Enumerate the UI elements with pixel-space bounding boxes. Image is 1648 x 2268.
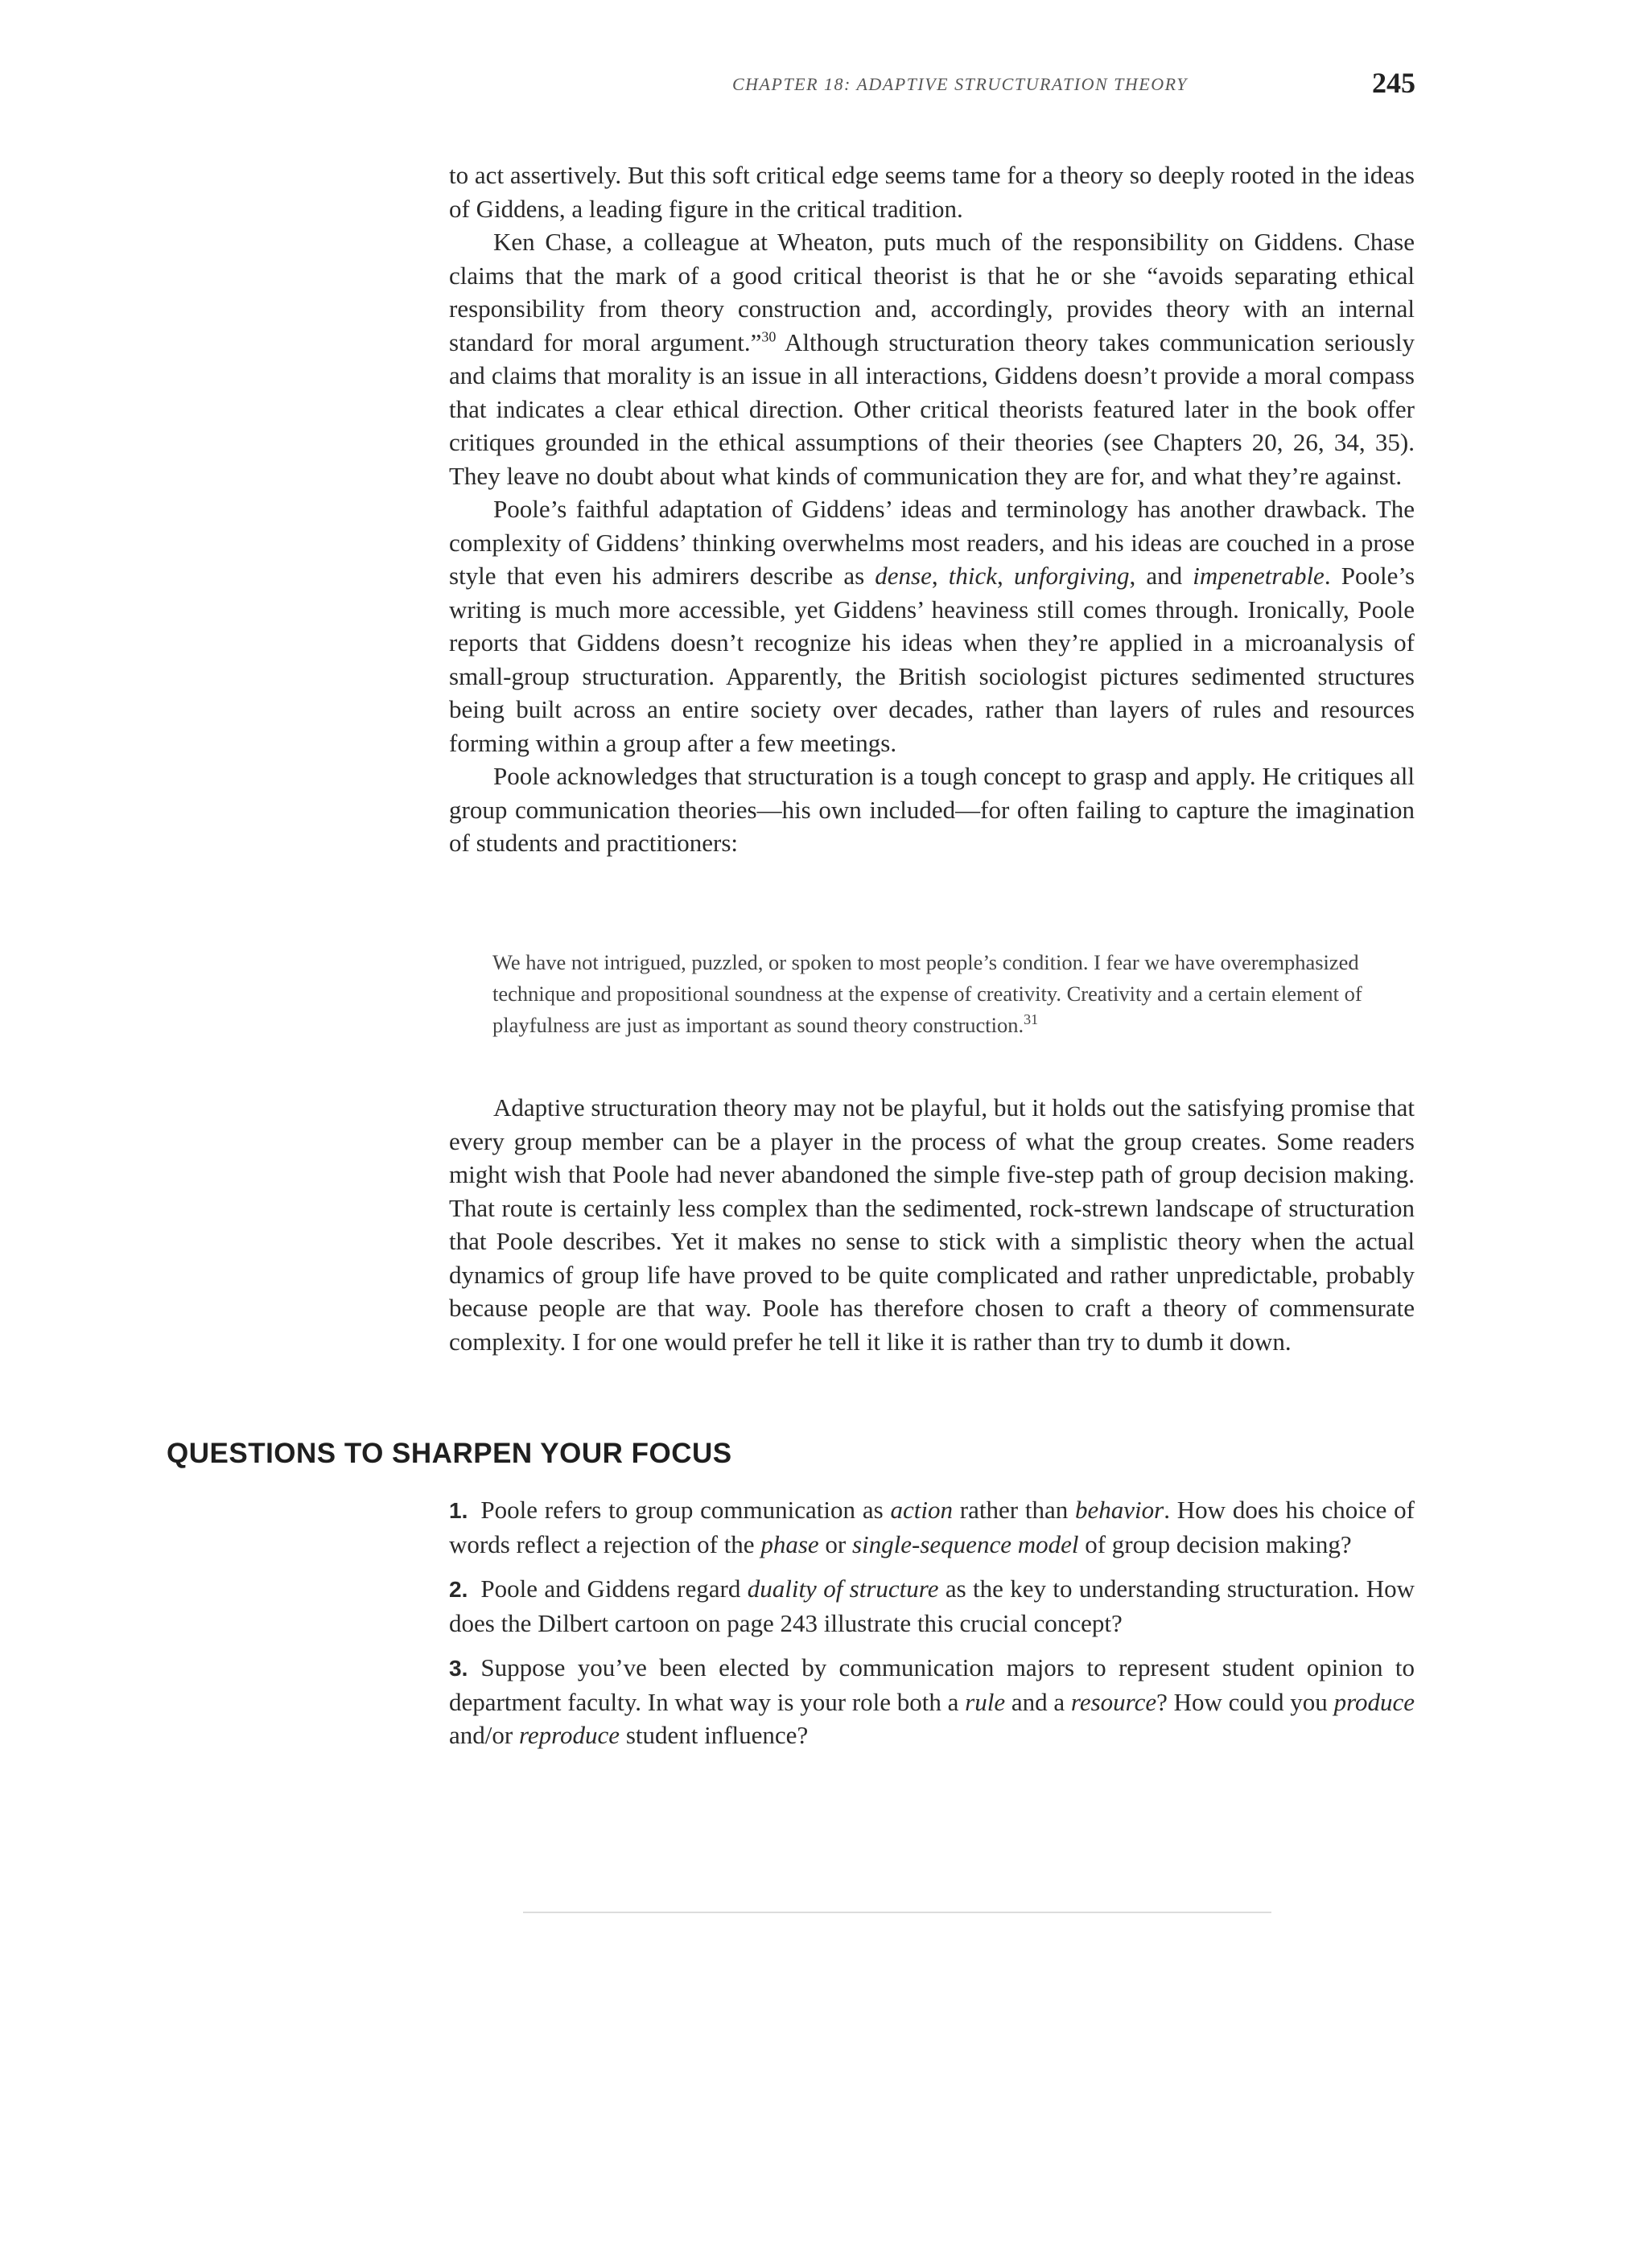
paragraph-3-text: Poole’s faithful adaptation of Giddens’ ideas and terminology has another drawback. The complexity of Giddens’ thinking overwhelms most readers, and his ideas are couched in a prose style that even his admirers describe as: [449, 495, 1415, 590]
question-text: of group decision making?: [1078, 1529, 1352, 1558]
block-quote: [492, 947, 1402, 1041]
emphasis-term: dense: [875, 562, 932, 590]
question-number: 3.: [449, 1656, 468, 1681]
emphasis-term: phase: [760, 1529, 819, 1558]
emphasis-term: unforgiving: [1013, 562, 1130, 590]
emphasis-term: single-sequence model: [851, 1529, 1079, 1558]
paragraph-3: [449, 492, 1415, 759]
body-text-lower: [449, 1091, 1415, 1358]
emphasis-term: resource: [1070, 1687, 1157, 1716]
question-item: [449, 1651, 1415, 1752]
paragraph-2: [449, 225, 1415, 492]
question-item: [449, 1493, 1415, 1561]
paragraph-4: Poole acknowledges that structuration is a tough concept to grasp and apply. He critiques all group communication theories—his own included—for often failing to capture the imagination of students and practitioners:: [449, 762, 1415, 857]
body-text-upper: [449, 158, 1415, 860]
question-text: or: [818, 1529, 852, 1558]
running-head: CHAPTER 18: ADAPTIVE STRUCTURATION THEORY: [732, 74, 1188, 94]
question-text: rather than: [952, 1496, 1076, 1524]
separator: ,: [997, 562, 1014, 590]
emphasis-term: duality of structure: [747, 1574, 939, 1603]
question-item: [449, 1572, 1415, 1640]
paragraph-2-text-cont: Although structuration theory takes communication seriously and claims that morality is an issue in all interactions, Giddens doesn’t provide a moral compass that indicates a clear ethical direction. Other critical theorists featured later in the book offer critiques grounded in the ethical assumptions of their theories (see Chapters 20, 26, 34, 35). They leave no doubt about what kinds of communication they are for, and what they’re against.: [449, 327, 1415, 490]
question-text: Suppose you’ve been elected by communication majors to represent student opinion to department faculty. In what way is your role both a: [449, 1653, 1415, 1716]
separator: , and: [1129, 562, 1193, 590]
footnote-ref-30: 30: [761, 328, 777, 345]
question-text: student influence?: [620, 1721, 809, 1749]
paragraph-5: Adaptive structuration theory may not be playful, but it holds out the satisfying promise that every group member can be a player in the process of what the group creates. Some readers might wish that Poole had never abandoned the simple five-step path of group decision making. That route is certainly less complex than the sedimented, rock-strewn landscape of structuration that Poole describes. Yet it makes no sense to stick with a simplistic theory when the actual dynamics of group life have proved to be quite complicated and rather unpredictable, probably because people are that way. Poole has therefore chosen to craft a theory of commensurate complexity. I for one would prefer he tell it like it is rather than try to dumb it down.: [449, 1093, 1415, 1356]
footnote-ref-31: 31: [1024, 1011, 1039, 1028]
question-text: Poole and Giddens regard: [480, 1574, 748, 1603]
footer-rule: [523, 1912, 1271, 1913]
question-text: and a: [1005, 1687, 1071, 1716]
question-text: and/or: [449, 1721, 519, 1749]
section-heading: QUESTIONS TO SHARPEN YOUR FOCUS: [167, 1438, 732, 1469]
page-number: 245: [1372, 67, 1415, 99]
emphasis-term: behavior: [1075, 1496, 1164, 1524]
question-text: . How does his choice of words reflect a rejection of the: [449, 1496, 1415, 1558]
emphasis-term: action: [890, 1496, 953, 1524]
emphasis-term: rule: [965, 1687, 1006, 1716]
question-text: Poole refers to group communication as: [480, 1496, 891, 1524]
block-quote-text: We have not intrigued, puzzled, or spoken to most people’s condition. I fear we have overemphasized technique and propositional soundness at the expense of creativity. Creativity and a certain element of playfulness are just as important as sound theory construction.: [492, 950, 1362, 1037]
question-text: as the key to understanding structuration. How does the Dilbert cartoon on page 243 illustrate this crucial concept?: [449, 1574, 1415, 1637]
question-text: ? How could you: [1156, 1687, 1334, 1716]
separator: ,: [931, 562, 949, 590]
emphasis-term: impenetrable: [1193, 562, 1325, 590]
emphasis-term: thick: [948, 562, 998, 590]
questions-list: [449, 1493, 1415, 1764]
emphasis-term: reproduce: [518, 1721, 620, 1749]
paragraph-1: to act assertively. But this soft critical edge seems tame for a theory so deeply rooted in the ideas of Giddens, a leading figure in the critical tradition.: [449, 161, 1415, 223]
question-number: 1.: [449, 1498, 468, 1523]
emphasis-term: produce: [1333, 1687, 1415, 1716]
question-number: 2.: [449, 1577, 468, 1602]
paragraph-2-text: Ken Chase, a colleague at Wheaton, puts much of the responsibility on Giddens. Chase claims that the mark of a good critical theorist is that he or she “avoids separating ethical responsibility from theory construction and, accordingly, provides theory with an internal standard for moral argument.”: [449, 228, 1415, 356]
paragraph-3-text-cont: . Poole’s writing is much more accessible, yet Giddens’ heaviness still comes through. Ironically, Poole reports that Giddens doesn’t recognize his ideas when they’re applied in a microanalysis of small-group structuration. Apparently, the British sociologist pictures sedimented structures being built across an entire society over decades, rather than layers of rules and resources forming within a group after a few meetings.: [449, 562, 1415, 757]
